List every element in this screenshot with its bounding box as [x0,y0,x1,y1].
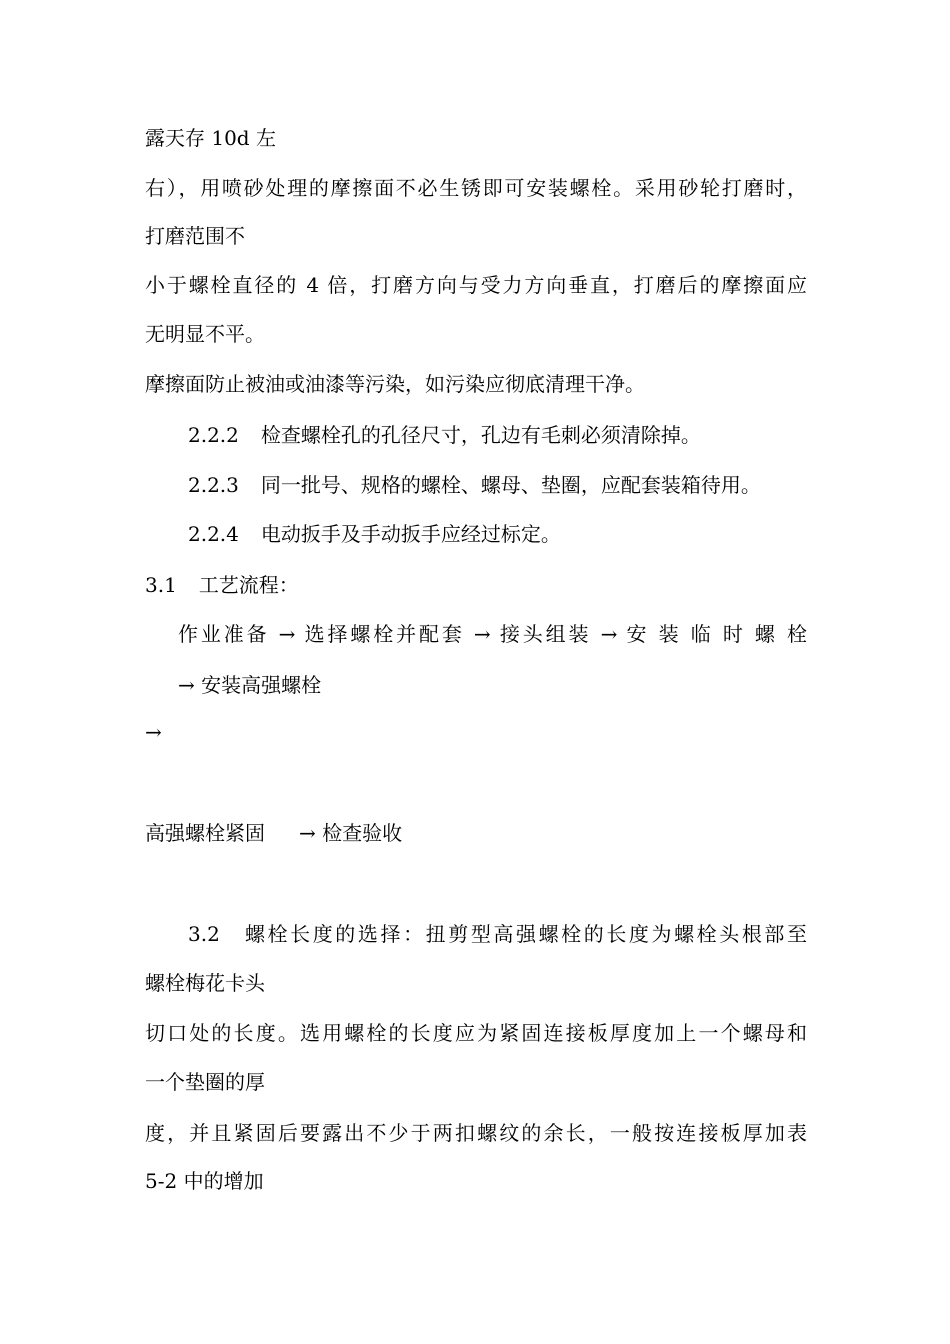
paragraph-line: 打磨范围不 [145,224,245,248]
flow-step: 高强螺栓紧固 [145,821,265,845]
paragraph-line: 度，并且紧固后要露出不少于两扣螺纹的余长，一般按连接板厚加表 [145,1121,807,1145]
paragraph-line: 5-2 中的增加 [145,1169,264,1193]
section-heading [145,573,299,597]
paragraph-line: 切口处的长度。选用螺栓的长度应为紧固连接板厚度加上一个螺母和 [145,1021,807,1045]
item-text: 检查螺栓孔的孔径尺寸，孔边有毛刺必须清除掉。 [260,423,701,447]
paragraph-line: 露天存 10d 左 [145,126,276,150]
item-number: 2.2.2 [188,423,239,447]
paragraph-line: 摩擦面防止被油或油漆等污染，如污染应彻底清理干净。 [145,372,645,396]
item-text: 电动扳手及手动扳手应经过标定。 [260,522,561,546]
paragraph-line: 一个垫圈的厚 [145,1070,265,1094]
flow-line: 作业准备 → 选择螺栓并配套 → 接头组装 → 安 装 临 时 螺 栓 [178,622,807,646]
paragraph-line: 无明显不平。 [145,322,265,346]
section-title: 工艺流程： [198,573,299,597]
paragraph-line: 小于螺栓直径的 4 倍，打磨方向与受力方向垂直，打磨后的摩擦面应 [145,273,807,297]
flow-arrow: → [145,720,162,744]
list-item [188,423,701,447]
list-item [188,473,761,497]
item-number: 2.2.3 [188,473,239,497]
paragraph-line: 右），用喷砂处理的摩擦面不必生锈即可安装螺栓。采用砂轮打磨时， [145,176,807,200]
paragraph-line: 3.2 螺栓长度的选择：扭剪型高强螺栓的长度为螺栓头根部至 [188,922,807,946]
item-text: 同一批号、规格的螺栓、螺母、垫圈，应配套装箱待用。 [260,473,761,497]
paragraph-line: 螺栓梅花卡头 [145,971,265,995]
list-item [188,522,561,546]
flow-step: → 检查验收 [299,821,403,845]
item-number: 2.2.4 [188,522,239,546]
flow-line [145,821,402,845]
section-number: 3.1 [145,573,177,597]
flow-line: → 安装高强螺栓 [178,673,322,697]
